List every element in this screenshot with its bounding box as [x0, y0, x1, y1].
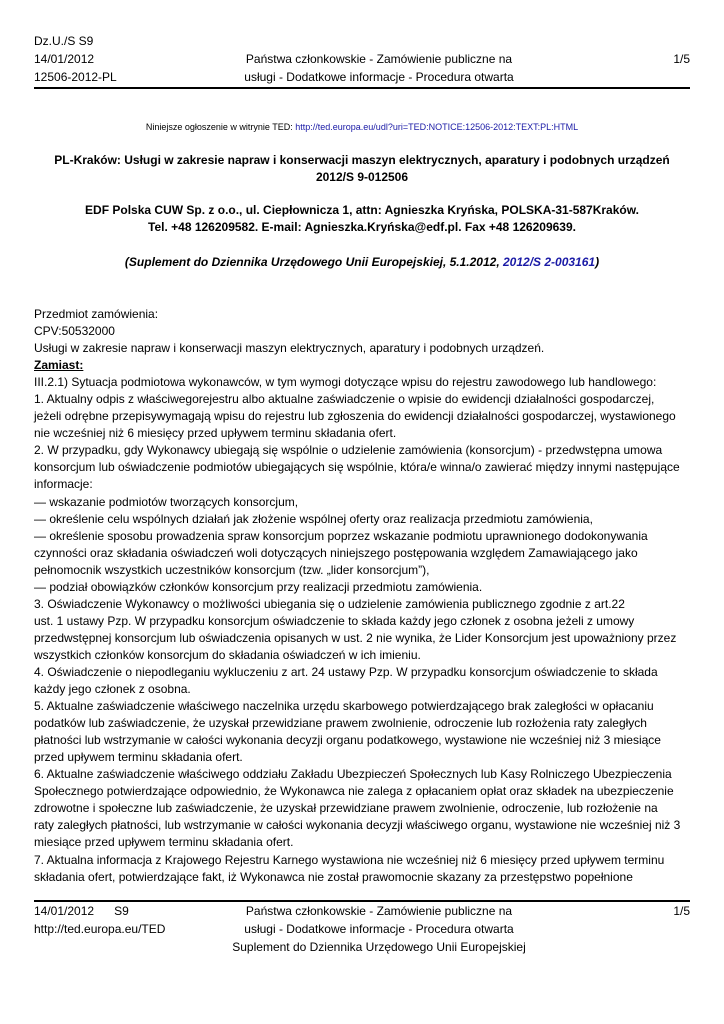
- footer-url: http://ted.europa.eu/TED: [34, 922, 166, 936]
- body-line: 5. Aktualne zaświadczenie właściwego naczelnika urzędu skarbowego potwierdzającego brak zaległości w opłacaniu: [34, 699, 654, 714]
- body-line: Społecznego potwierdzające odpowiednio, że Wykonawca nie zalega z opłacaniem opłat oraz składek na ubezpieczenie: [34, 784, 674, 799]
- body-paragraphs: [34, 374, 694, 885]
- notice-title: [34, 152, 690, 186]
- body-line: ust. 1 ustawy Pzp. W przypadku konsorcjum oświadczenie to składa każdy jego członek z osobna jeżeli z umowy: [34, 613, 635, 628]
- instead-label: Zamiast:: [34, 358, 84, 373]
- ted-notice-link[interactable]: http://ted.europa.eu/udl?uri=TED:NOTICE:12506-2012:TEXT:PL:HTML: [295, 122, 579, 132]
- header-doc-date: 14/01/2012: [34, 52, 95, 66]
- body-line: czynności oraz składania oświadczeń woli dotyczących niniejszego postępowania względem Zamawiającego jako: [34, 545, 638, 560]
- header-page-number: 1/5: [673, 52, 690, 66]
- body-line: — podział obowiązków członków konsorcjum przy realizacji przedmiotu zamówienia.: [34, 579, 483, 594]
- body-line: wszystkich członków konsorcjum do składania oświadczeń w ich imieniu.: [34, 647, 421, 662]
- supplement-text: (Suplement do Dziennika Urzędowego Unii Europejskiej, 5.1.2012,: [124, 255, 503, 269]
- body-line: przed upływem terminu składania ofert.: [34, 750, 243, 765]
- body-line: — określenie celu wspólnych działań jak złożenie wspólnej oferty oraz realizacja przedmiotu zamówienia,: [34, 511, 593, 526]
- body-line: 3. Oświadczenie Wykonawcy o możliwości ubiegania się o udzielenie zamówienia publicznego zgodnie z art.22: [34, 596, 625, 611]
- supplement-close: ): [595, 255, 600, 269]
- body-line: raty zaległych płatności, lub wstrzymanie w całości wykonania decyzji właściwego organu, wystawione nie wcześniej niż 3: [34, 818, 681, 833]
- body-line: III.2.1) Sytuacja podmiotowa wykonawców, w tym wymogi dotyczące wpisu do rejestru zawodowego lub handlowego:: [34, 375, 657, 390]
- supplement-link[interactable]: 2012/S 2-003161: [503, 255, 596, 269]
- footer-title-line2: usługi - Dodatkowe informacje - Procedura otwarta: [244, 922, 514, 936]
- body-line: konsorcjum lub oświadczenie podmiotów ubiegających się wspólnie, która/e winna/o zawierać między innymi następujące: [34, 460, 680, 475]
- body-line: — wskazanie podmiotów tworzących konsorcjum,: [34, 494, 299, 509]
- body-line: 1. Aktualny odpis z właściwegorejestru albo aktualne zaświadczenie o wpisie do ewidencji działalności gospodarczej,: [34, 392, 655, 407]
- body-line: jeżeli odrębne przepisywymagają wpisu do rejestru lub zgłoszenia do ewidencji działalności gospodarczej, wystawionego: [34, 409, 676, 424]
- body-line: zdrowotne i społeczne lub zaświadczenie, że uzyskał przewidziane prawem zwolnienie, odroczenie, lub rozłożenie na: [34, 801, 658, 816]
- footer-title: [184, 902, 574, 956]
- notice-title-line2: 2012/S 9-012506: [315, 170, 409, 184]
- footer-title-line3: Suplement do Dziennika Urzędowego Unii Europejskiej: [232, 940, 526, 954]
- body-line: płatności lub wstrzymanie w całości wykonania decyzji organu podatkowego, wystawione nie wcześniej niż 3 miesiące: [34, 733, 661, 748]
- body-line: przedwstępnej konsorcjum lub oświadczenia opisanych w ust. 2 nie wynika, że Lider Konsorcjum jest upoważniony przez: [34, 630, 677, 645]
- body-line: 4. Oświadczenie o niepodleganiu wykluczeniu z art. 24 ustawy Pzp. W przypadku konsorcjum oświadczenie to składa: [34, 664, 658, 679]
- footer-date-series: [34, 902, 165, 920]
- header-doc-number: 12506-2012-PL: [34, 70, 117, 84]
- header-doc-info: [34, 32, 117, 86]
- footer-date: 14/01/2012: [34, 904, 95, 918]
- footer-page-number: 1/5: [673, 904, 690, 918]
- notice-body: [34, 306, 694, 886]
- supplement-reference: [34, 254, 690, 271]
- body-line: 2. W przypadku, gdy Wykonawcy ubiegają się wspólnie o udzielenie zamówienia (konsorcjum) - przedwstępna umowa: [34, 443, 663, 458]
- footer-title-line1: Państwa członkowskie - Zamówienie publiczne na: [245, 904, 513, 918]
- body-line: podatków lub zaświadczenie, że uzyskał przewidziane prawem zwolnienie, odroczenie lub rozłożenia raty zaległych: [34, 716, 647, 731]
- header-title-line2: usługi - Dodatkowe informacje - Procedura otwarta: [244, 70, 514, 84]
- body-line: — określenie sposobu prowadzenia spraw konsorcjum poprzez wskazanie podmiotu uprawnionego dodokonywania: [34, 528, 648, 543]
- body-line: składania ofert, potwierdzające fakt, iż Wykonawca nie został prawomocnie skazany za przestępstwo popełnione: [34, 869, 633, 884]
- footer-doc-info: [34, 902, 165, 938]
- body-line: 7. Aktualna informacja z Krajowego Rejestru Karnego wystawiona nie wcześniej niż 6 miesięcy przed upływem terminu: [34, 852, 665, 867]
- cpv-code: CPV:50532000: [34, 324, 115, 339]
- header-doc-ref: Dz.U./S S9: [34, 34, 94, 48]
- notice-title-line1: PL-Kraków: Usługi w zakresie napraw i konserwacji maszyn elektrycznych, aparatury i podobnych urządzeń: [54, 153, 670, 167]
- header-title: [184, 50, 574, 86]
- body-line: nie wcześniej niż 6 miesięcy przed upływem terminu składania ofert.: [34, 426, 397, 441]
- body-line: informacje:: [34, 477, 93, 492]
- ted-notice-text: Niniejsze ogłoszenie w witrynie TED:: [145, 122, 296, 132]
- body-line: pełnomocnik wszystkich uczestników konsorcjum (tzw. „lider konsorcjum”),: [34, 562, 430, 577]
- body-line: miesiące przed upływem terminu składania ofert.: [34, 835, 294, 850]
- contact-phone-email: Tel. +48 126209582. E-mail: Agnieszka.Kryńska@edf.pl. Fax +48 126209639.: [148, 220, 576, 234]
- contact-address: EDF Polska CUW Sp. z o.o., ul. Ciepłownicza 1, attn: Agnieszka Kryńska, POLSKA-31-587Kraków.: [85, 203, 639, 217]
- body-line: każdy jego członek z osobna.: [34, 682, 191, 697]
- header-rule: [34, 87, 690, 89]
- header-title-line1: Państwa członkowskie - Zamówienie publiczne na: [245, 52, 513, 66]
- footer-series: S9: [114, 904, 129, 918]
- subject-text: Usługi w zakresie napraw i konserwacji maszyn elektrycznych, aparatury i podobnych urządzeń.: [34, 341, 545, 356]
- subject-label: Przedmiot zamówienia:: [34, 307, 159, 321]
- ted-notice: [0, 121, 724, 133]
- body-line: 6. Aktualne zaświadczenie właściwego oddziału Zakładu Ubezpieczeń Społecznych lub Kasy Rolniczego Ubezpieczenia: [34, 767, 672, 782]
- contracting-authority: [34, 202, 690, 236]
